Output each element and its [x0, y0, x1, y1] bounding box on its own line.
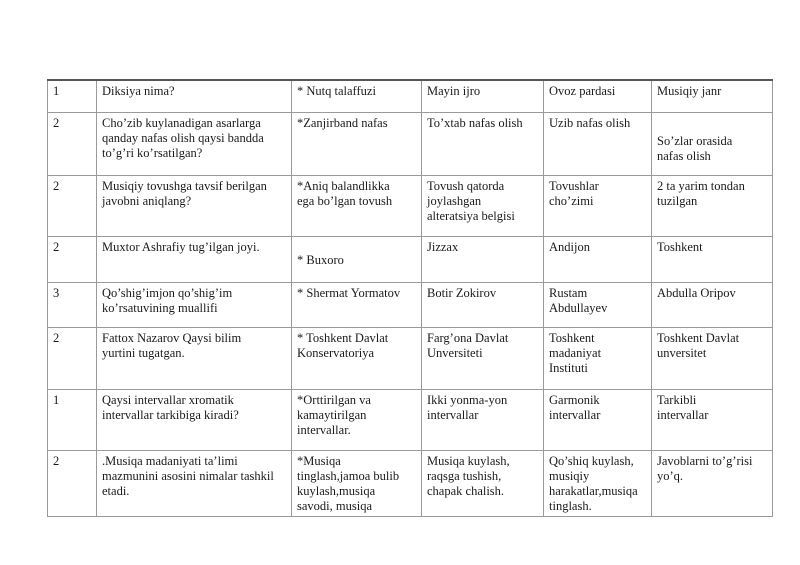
answer-c-text: Toshkent madaniyat Instituti [549, 330, 602, 375]
answer-c-text: Rustam Abdullayev [549, 285, 608, 315]
answer-c-cell [544, 282, 652, 327]
answer-d-cell [652, 80, 773, 112]
answer-a-text: * Shermat Yormatov [297, 285, 401, 300]
question-cell [97, 327, 292, 389]
answer-a-text: * Toshkent Davlat Konservatoriya [297, 330, 389, 360]
question-text: Cho’zib kuylanadigan asarlarga qanday nafas olish qaysi bandda to’g’ri ko’rsatilgan? [102, 115, 264, 160]
table-row [48, 236, 773, 282]
answer-c-cell [544, 450, 652, 516]
answer-a-cell [292, 236, 422, 282]
answer-b-text: Musiqa kuylash, raqsga tushish, chapak chalish. [427, 453, 510, 498]
answer-b-text: Tovush qatorda joylashgan alteratsiya belgisi [427, 178, 515, 223]
answer-a-text: *Aniq balandlikka ega bo’lgan tovush [297, 178, 393, 208]
row-number-text: 1 [53, 84, 60, 98]
answer-c-text: Tovushlar cho’zimi [549, 178, 599, 208]
answer-c-cell [544, 327, 652, 389]
answer-c-cell [544, 175, 652, 236]
answer-d-text: Musiqiy janr [657, 84, 722, 98]
table-row [48, 175, 773, 236]
row-number [48, 450, 97, 516]
row-number-text: 2 [53, 453, 60, 468]
answer-a-cell [292, 450, 422, 516]
table-row [48, 389, 773, 450]
answer-b-cell [422, 450, 544, 516]
answer-a-cell [292, 80, 422, 112]
answer-a-cell [292, 112, 422, 175]
row-number [48, 236, 97, 282]
quiz-table [47, 79, 773, 517]
answer-a-text: *Orttirilgan va kamaytirilgan intervallar. [297, 392, 371, 437]
answer-d-text: So’zlar orasida nafas olish [657, 133, 733, 163]
answer-a-text: * Buxoro [297, 252, 344, 267]
answer-b-cell [422, 282, 544, 327]
row-number [48, 282, 97, 327]
answer-d-cell [652, 450, 773, 516]
answer-d-cell [652, 327, 773, 389]
answer-d-text: Javoblarni to’g’risi yo’q. [657, 453, 753, 483]
answer-c-text: Andijon [549, 239, 590, 254]
row-number [48, 327, 97, 389]
row-number-text: 3 [53, 285, 60, 300]
answer-b-cell [422, 80, 544, 112]
question-cell [97, 389, 292, 450]
question-cell [97, 175, 292, 236]
answer-d-text: Toshkent Davlat unversitet [657, 330, 740, 360]
question-text: Qaysi intervallar xromatik intervallar tarkibiga kiradi? [102, 392, 239, 422]
answer-d-text: Tarkibli intervallar [657, 392, 709, 422]
answer-a-text: *Zanjirband nafas [297, 115, 388, 130]
table-row [48, 112, 773, 175]
table-row [48, 450, 773, 516]
answer-c-text: Garmonik intervallar [549, 392, 601, 422]
answer-d-cell [652, 175, 773, 236]
answer-a-cell [292, 175, 422, 236]
answer-b-text: Mayin ijro [427, 84, 481, 98]
answer-a-text: * Nutq talaffuzi [297, 84, 376, 98]
answer-c-cell [544, 112, 652, 175]
table-row [48, 282, 773, 327]
question-cell [97, 80, 292, 112]
row-number-text: 2 [53, 115, 60, 130]
question-cell [97, 112, 292, 175]
table-row [48, 327, 773, 389]
answer-b-text: Jizzax [427, 239, 459, 254]
answer-c-cell [544, 236, 652, 282]
answer-d-text: Toshkent [657, 239, 703, 254]
answer-d-text: Abdulla Oripov [657, 285, 736, 300]
answer-d-cell [652, 112, 773, 175]
answer-b-cell [422, 236, 544, 282]
answer-c-cell [544, 80, 652, 112]
row-number-text: 2 [53, 330, 60, 345]
answer-c-text: Ovoz pardasi [549, 84, 616, 98]
answer-d-cell [652, 282, 773, 327]
answer-a-text: *Musiqa tinglash,jamoa bulib kuylash,musiqa savodi, musiqa [297, 453, 400, 513]
answer-d-cell [652, 236, 773, 282]
row-number-text: 2 [53, 178, 60, 193]
answer-c-text: Uzib nafas olish [549, 115, 631, 130]
answer-d-text: 2 ta yarim tondan tuzilgan [657, 178, 745, 208]
question-text: .Musiqa madaniyati ta’limi mazmunini asosini nimalar tashkil etadi. [102, 453, 274, 498]
answer-b-cell [422, 112, 544, 175]
answer-a-cell [292, 389, 422, 450]
row-number [48, 389, 97, 450]
answer-a-cell [292, 327, 422, 389]
answer-b-text: Botir Zokirov [427, 285, 497, 300]
row-number-text: 2 [53, 239, 60, 254]
answer-b-cell [422, 175, 544, 236]
answer-d-cell [652, 389, 773, 450]
question-text: Qo’shig’imjon qo’shig’im ko’rsatuvining muallifi [102, 285, 233, 315]
answer-b-cell [422, 389, 544, 450]
question-text: Musiqiy tovushga tavsif berilgan javobni aniqlang? [102, 178, 267, 208]
answer-c-cell [544, 389, 652, 450]
question-text: Fattox Nazarov Qaysi bilim yurtini tugatgan. [102, 330, 242, 360]
answer-a-cell [292, 282, 422, 327]
answer-b-cell [422, 327, 544, 389]
question-cell [97, 236, 292, 282]
question-cell [97, 282, 292, 327]
question-text: Diksiya nima? [102, 84, 175, 98]
question-cell [97, 450, 292, 516]
table-row [48, 80, 773, 112]
answer-c-text: Qo’shiq kuylash, musiqiy harakatlar,musiqa tinglash. [549, 453, 638, 513]
row-number-text: 1 [53, 392, 60, 407]
answer-b-text: To’xtab nafas olish [427, 115, 523, 130]
row-number [48, 175, 97, 236]
question-text: Muxtor Ashrafiy tug’ilgan joyi. [102, 239, 260, 254]
answer-b-text: Ikki yonma-yon intervallar [427, 392, 508, 422]
answer-b-text: Farg’ona Davlat Unversiteti [427, 330, 509, 360]
row-number [48, 112, 97, 175]
row-number [48, 80, 97, 112]
